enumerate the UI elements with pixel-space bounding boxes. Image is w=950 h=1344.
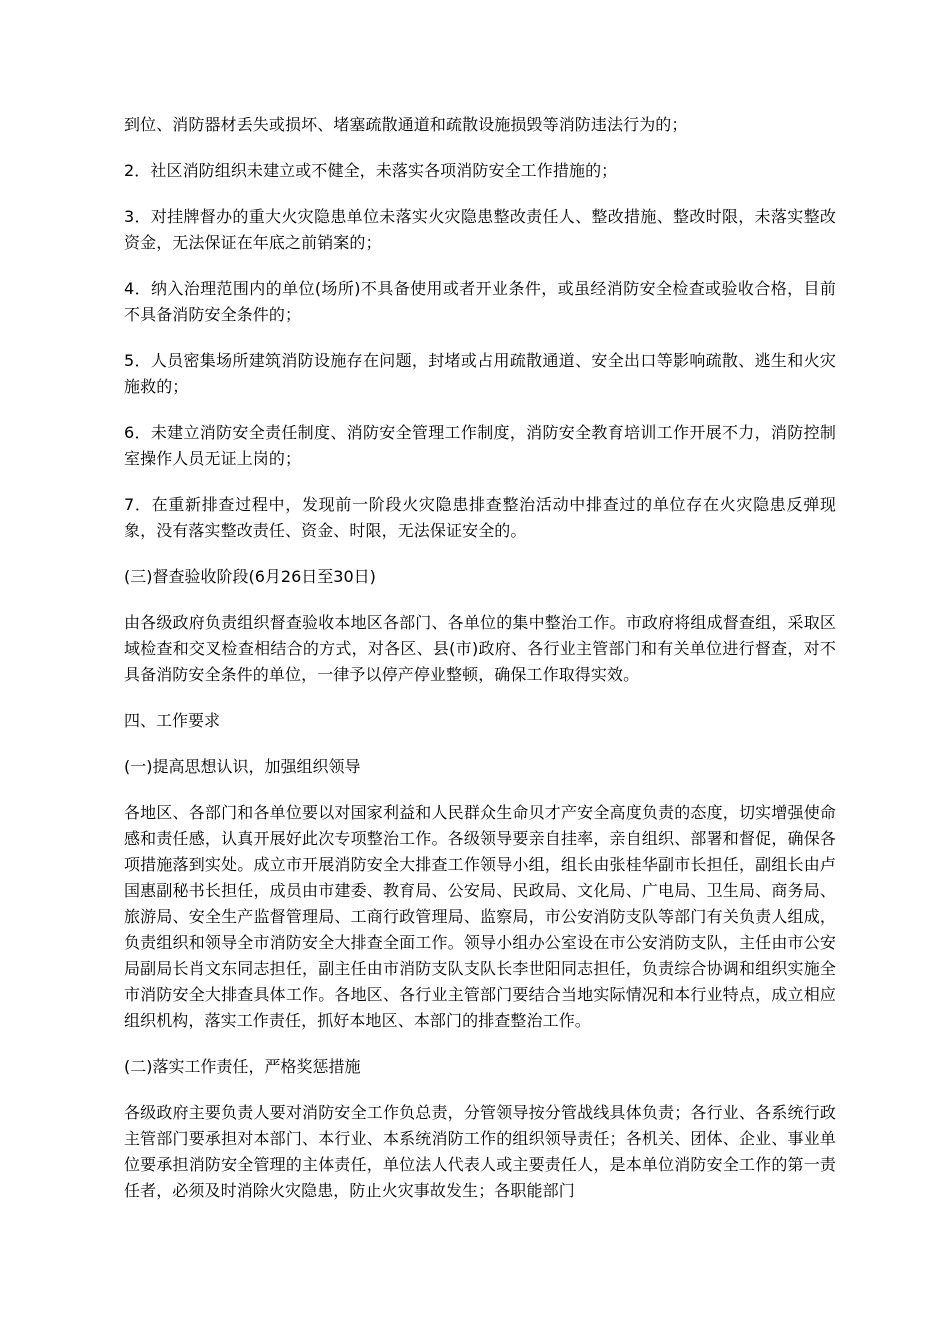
subsection-heading-leadership: (一)提高思想认识，加强组织领导 <box>124 757 361 776</box>
list-item-5: 5．人员密集场所建筑消防设施存在问题，封堵或占用疏散通道、安全出口等影响疏散、逃生和火灾施救的； <box>124 351 836 396</box>
subsection-heading-responsibility: (二)落实工作责任，严格奖惩措施 <box>124 1057 361 1076</box>
document-body <box>124 112 836 1224</box>
paragraph-continuation: 到位、消防器材丢失或损坏、堵塞疏散通道和疏散设施损毁等消防违法行为的； <box>124 115 688 134</box>
paragraph-responsibility: 各级政府主要负责人要对消防安全工作负总责，分管领导按分管战线具体负责；各行业、各系统行政主管部门要承担对本部门、本行业、本系统消防工作的组织领导责任；各机关、团体、企业、事业单位要承担消防安全管理的主体责任，单位法人代表人或主要责任人，是本单位消防安全工作的第一责任者，必须及时消除火灾隐患，防止火灾事故发生；各职能部门 <box>124 1103 836 1200</box>
list-item-6: 6．未建立消防安全责任制度、消防安全管理工作制度，消防安全教育培训工作开展不力，消防控制室操作人员无证上岗的； <box>124 423 836 468</box>
paragraph-inspection: 由各级政府负责组织督查验收本地区各部门、各单位的集中整治工作。市政府将组成督查组，采取区域检查和交叉检查相结合的方式，对各区、县(市)政府、各行业主管部门和有关单位进行督查，对不具备消防安全条件的单位，一律予以停产停业整顿，确保工作取得实效。 <box>124 613 836 684</box>
list-item-7: 7．在重新排查过程中，发现前一阶段火灾隐患排查整治活动中排查过的单位存在火灾隐患反弹现象，没有落实整改责任、资金、时限，无法保证安全的。 <box>124 495 836 540</box>
list-item-3: 3．对挂牌督办的重大火灾隐患单位未落实火灾隐患整改责任人、整改措施、整改时限，未落实整改资金，无法保证在年底之前销案的； <box>124 207 836 252</box>
section-heading-inspection-stage: (三)督查验收阶段(6月26日至30日) <box>124 567 376 586</box>
list-item-4: 4．纳入治理范围内的单位(场所)不具备使用或者开业条件，或虽经消防安全检查或验收合格，目前不具备消防安全条件的； <box>124 279 836 324</box>
list-item-2: 2．社区消防组织未建立或不健全，未落实各项消防安全工作措施的； <box>124 161 618 180</box>
paragraph-leadership: 各地区、各部门和各单位要以对国家利益和人民群众生命贝才产安全高度负责的态度，切实增强使命感和责任感，认真开展好此次专项整治工作。各级领导要亲自挂率，亲自组织、部署和督促，确保各项措施落到实处。成立市开展消防安全大排查工作领导小组，组长由张桂华副市长担任，副组长由卢国惠副秘书长担任，成员由市建委、教育局、公安局、民政局、文化局、广电局、卫生局、商务局、旅游局、安全生产监督管理局、工商行政管理局、监察局，市公安消防支队等部门有关负责人组成，负责组织和领导全市消防安全大排查全面工作。领导小组办公室设在市公安消防支队，主任由市公安局副局长肖文东同志担任，副主任由市消防支队支队长李世阳同志担任，负责综合协调和组织实施全市消防安全大排查具体工作。各地区、各行业主管部门要结合当地实际情况和本行业特点，成立相应组织机构，落实工作责任，抓好本地区、本部门的排查整治工作。 <box>124 803 836 1030</box>
section-heading-work-requirements: 四、工作要求 <box>124 711 221 730</box>
